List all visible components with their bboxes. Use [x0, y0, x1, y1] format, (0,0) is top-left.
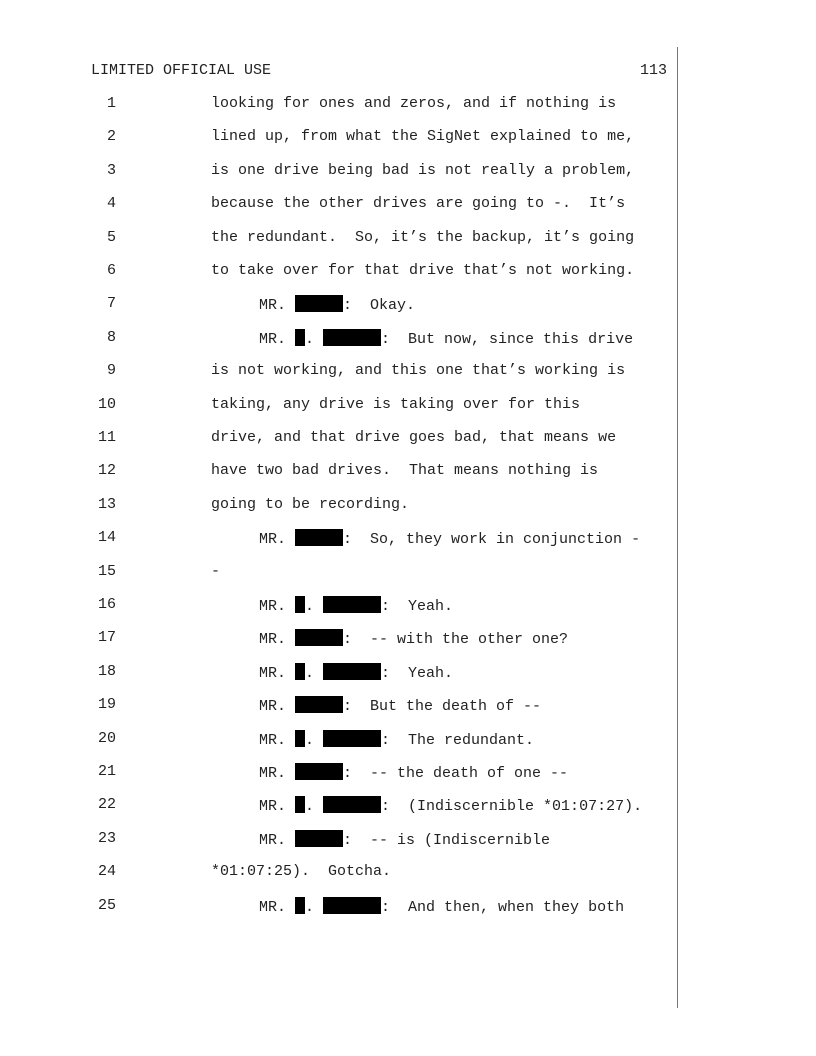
- line-number: 23: [97, 829, 116, 847]
- line-number: 19: [97, 696, 116, 714]
- speech-text: : -- is (Indiscernible: [343, 831, 551, 849]
- speech-text: : (Indiscernible *01:07:27).: [381, 798, 643, 816]
- speaker-prefix: MR.: [259, 531, 296, 549]
- line-text: [259, 830, 550, 849]
- transcript-line: [0, 429, 676, 449]
- transcript-line: [0, 362, 676, 382]
- redaction-box: [323, 329, 381, 346]
- line-text: [259, 796, 642, 815]
- speech-text: : -- with the other one?: [343, 631, 569, 649]
- line-number: 7: [106, 295, 116, 313]
- transcript-line: [0, 529, 676, 549]
- line-number: 10: [97, 395, 116, 413]
- transcript-line: [0, 629, 676, 649]
- line-number: 20: [97, 729, 116, 747]
- transcript-line: [0, 563, 676, 583]
- redaction-box: [295, 796, 305, 813]
- line-text: [259, 663, 453, 682]
- transcript-line: [0, 195, 676, 215]
- speech-text: : Yeah.: [381, 598, 454, 615]
- line-text: to take over for that drive that’s not working.: [211, 262, 635, 279]
- speech-text: : Yeah.: [381, 664, 454, 682]
- speech-text: : The redundant.: [381, 731, 535, 749]
- redaction-box: [295, 830, 343, 847]
- redaction-box: [295, 763, 343, 780]
- line-number: 9: [106, 362, 116, 380]
- redaction-box: [295, 629, 343, 646]
- line-text: [259, 295, 415, 314]
- speaker-initial-separator: .: [305, 598, 324, 615]
- line-number: 14: [97, 529, 116, 547]
- line-text: drive, and that drive goes bad, that means we: [211, 429, 617, 446]
- line-text: [259, 696, 541, 715]
- speech-text: : But now, since this drive: [381, 330, 634, 348]
- speaker-prefix: MR.: [259, 297, 296, 315]
- transcript-line: [0, 329, 676, 349]
- line-number: 22: [97, 796, 116, 814]
- line-text: looking for ones and zeros, and if nothing is: [211, 95, 617, 112]
- line-number: 1: [106, 95, 116, 112]
- transcript-line: [0, 663, 676, 683]
- line-text: going to be recording.: [211, 495, 410, 513]
- line-number: 21: [97, 763, 116, 780]
- redaction-box: [295, 329, 305, 346]
- line-number: 13: [97, 495, 116, 513]
- line-number: 16: [97, 596, 116, 613]
- transcript-line: [0, 229, 676, 249]
- line-number: 3: [106, 161, 116, 179]
- transcript-line: [0, 162, 676, 182]
- transcript-line: [0, 696, 676, 716]
- line-text: [259, 629, 568, 648]
- redaction-box: [295, 529, 343, 546]
- redaction-box: [323, 596, 381, 613]
- transcript-line: [0, 596, 676, 616]
- speech-text: : And then, when they both: [381, 898, 625, 916]
- speaker-prefix: MR.: [259, 330, 296, 348]
- transcript-line: [0, 295, 676, 315]
- transcript-line: [0, 796, 676, 816]
- line-text: [259, 596, 453, 615]
- redaction-box: [323, 730, 381, 747]
- speaker-prefix: MR.: [259, 664, 296, 682]
- speaker-initial-separator: .: [305, 330, 324, 348]
- line-number: 6: [106, 262, 116, 279]
- line-number: 4: [106, 195, 116, 213]
- speaker-prefix: MR.: [259, 765, 296, 782]
- transcript-line: [0, 262, 676, 282]
- line-text: because the other drives are going to -. It’s: [211, 195, 626, 213]
- line-text: the redundant. So, it’s the backup, it’s going: [211, 228, 635, 246]
- line-text: [259, 897, 624, 916]
- line-number: 15: [97, 562, 116, 580]
- redaction-box: [295, 663, 305, 680]
- redaction-box: [295, 897, 305, 914]
- speaker-initial-separator: .: [305, 798, 324, 816]
- transcript-line: [0, 830, 676, 850]
- line-number: 24: [97, 863, 116, 881]
- speech-text: : -- the death of one --: [343, 765, 569, 782]
- line-number: 2: [106, 128, 116, 146]
- speech-text: : So, they work in conjunction -: [343, 531, 641, 549]
- transcript-line: [0, 730, 676, 750]
- transcript-line: [0, 897, 676, 917]
- redaction-box: [295, 596, 305, 613]
- speaker-prefix: MR.: [259, 698, 296, 716]
- line-text: [259, 730, 534, 749]
- speech-text: : But the death of --: [343, 698, 542, 716]
- line-number: 5: [106, 228, 116, 246]
- redaction-box: [295, 696, 343, 713]
- speaker-prefix: MR.: [259, 631, 296, 649]
- transcript-line: [0, 763, 676, 783]
- line-text: lined up, from what the SigNet explained to me,: [211, 128, 635, 146]
- transcript-line: [0, 863, 676, 883]
- redaction-box: [295, 730, 305, 747]
- redaction-box: [323, 663, 381, 680]
- line-number: 8: [106, 328, 116, 346]
- speaker-prefix: MR.: [259, 798, 296, 816]
- line-number: 12: [97, 462, 116, 480]
- line-text: taking, any drive is taking over for this: [211, 395, 581, 413]
- right-margin-rule: [677, 47, 678, 1008]
- speech-text: : Okay.: [343, 297, 416, 315]
- line-number: 11: [97, 429, 116, 446]
- line-number: 25: [97, 896, 116, 914]
- line-text: is not working, and this one that’s working is: [211, 362, 626, 380]
- speaker-initial-separator: .: [305, 898, 324, 916]
- redaction-box: [323, 796, 381, 813]
- transcript-line: [0, 496, 676, 516]
- line-text: [259, 763, 568, 782]
- line-text: *01:07:25). Gotcha.: [211, 863, 392, 881]
- page-number: 113: [639, 62, 667, 79]
- speaker-prefix: MR.: [259, 598, 296, 615]
- line-number: 18: [97, 662, 116, 680]
- transcript-line: [0, 95, 676, 115]
- transcript-line: [0, 462, 676, 482]
- line-text: have two bad drives. That means nothing is: [211, 462, 599, 480]
- redaction-box: [323, 897, 381, 914]
- speaker-initial-separator: .: [305, 664, 324, 682]
- line-text: [259, 329, 633, 348]
- transcript-line: [0, 128, 676, 148]
- redaction-box: [295, 295, 343, 312]
- speaker-initial-separator: .: [305, 731, 324, 749]
- speaker-prefix: MR.: [259, 831, 296, 849]
- line-text: [259, 529, 640, 548]
- transcript-line: [0, 396, 676, 416]
- speaker-prefix: MR.: [259, 731, 296, 749]
- speaker-prefix: MR.: [259, 898, 296, 916]
- line-text: is one drive being bad is not really a problem,: [211, 161, 635, 179]
- classification-header: LIMITED OFFICIAL USE: [91, 62, 272, 79]
- line-number: 17: [97, 629, 116, 647]
- line-text: -: [211, 562, 221, 580]
